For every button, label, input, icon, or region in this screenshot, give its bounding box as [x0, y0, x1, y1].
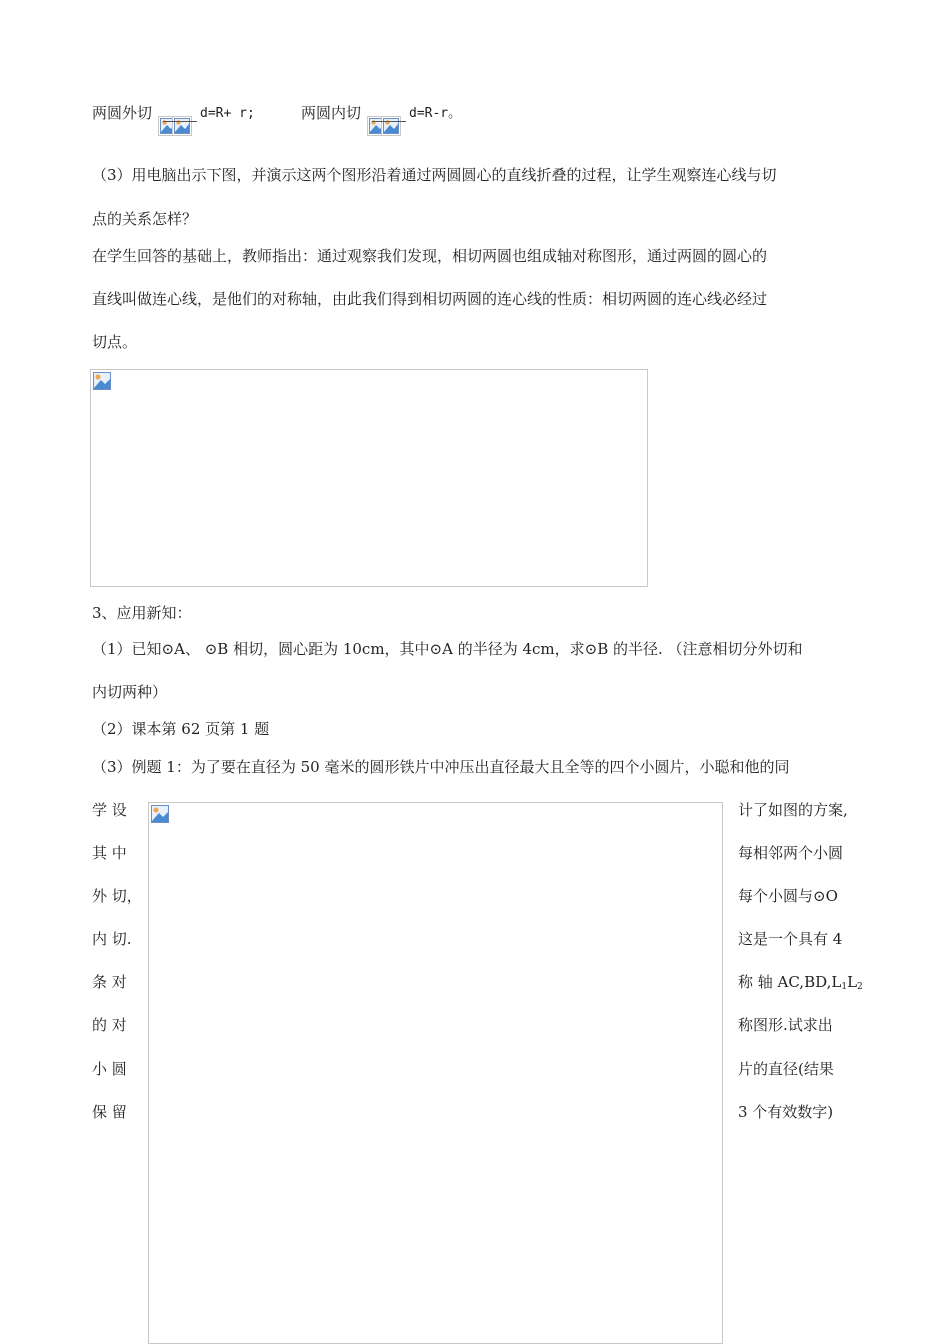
para3-line2: 点的关系怎样？ — [92, 210, 198, 228]
wrap-left-line: 学 设 — [92, 801, 127, 819]
teacher-line1: 在学生回答的基础上，教师指出：通过观察我们发现，相切两圆也组成轴对称图形，通过两圆的圆心的 — [92, 247, 768, 265]
wrap-right-line: 称图形.试求出 — [738, 1016, 833, 1034]
wrap-left-line: 条 对 — [92, 973, 127, 991]
figure-placeholder-circles — [148, 802, 723, 1344]
wrap-left-line: 外 切， — [92, 887, 142, 905]
wrap-left-line: 保 留 — [92, 1103, 127, 1121]
section3-item3-line1: （3）例题 1：为了要在直径为 50 毫米的圆形铁片中冲压出直径最大且全等的四个小圆片，小聪和他的同 — [92, 758, 790, 776]
formula-image-icon — [381, 116, 401, 136]
figure-placeholder-fold — [90, 369, 648, 587]
wrap-right-line: 这是一个具有 4 — [738, 930, 843, 948]
wrap-left-line: 内 切. — [92, 930, 132, 948]
wrap-right-line: 片的直径(结果 — [738, 1060, 834, 1078]
external-tangent-label: 两圆外切 — [92, 104, 153, 122]
external-tangent-formula: d=R+ r; — [200, 106, 255, 121]
section3-item1-line2: 内切两种） — [92, 683, 168, 701]
section3-item1-line1: （1）已知⊙A、 ⊙B 相切，圆心距为 10cm，其中⊙A 的半径为 4cm，求⊙B 的半径. （注意相切分外切和 — [92, 640, 803, 658]
internal-tangent-label: 两圆内切 — [301, 104, 362, 122]
wrap-right-line-axes: 称 轴 $AC,BD,L_1L_2$ — [738, 973, 863, 992]
para3-line1: （3）用电脑出示下图，并演示这两个图形沿着通过两圆圆心的直线折叠的过程，让学生观察连心线与切 — [92, 166, 777, 184]
teacher-line3: 切点。 — [92, 333, 138, 351]
broken-image-icon — [151, 805, 169, 823]
wrap-left-line: 其 中 — [92, 844, 127, 862]
teacher-line2: 直线叫做连心线，是他们的对称轴，由此我们得到相切两圆的连心线的性质：相切两圆的连心线必经过 — [92, 290, 768, 308]
broken-image-icon — [93, 372, 111, 390]
formula-image-icon — [172, 116, 192, 136]
wrap-left-line: 的 对 — [92, 1016, 127, 1034]
wrap-right-line: 3 个有效数字) — [738, 1103, 834, 1121]
internal-tangent-formula: d=R-r。 — [409, 106, 462, 121]
wrap-right-line: 计了如图的方案, — [738, 801, 848, 819]
section3-heading: 3、应用新知： — [92, 604, 192, 622]
wrap-right-line: 每个小圆与⊙O — [738, 887, 838, 905]
section3-item2: （2）课本第 62 页第 1 题 — [92, 720, 270, 738]
wrap-right-line: 每相邻两个小圆 — [738, 844, 844, 862]
wrap-left-line: 小 圆 — [92, 1060, 127, 1078]
